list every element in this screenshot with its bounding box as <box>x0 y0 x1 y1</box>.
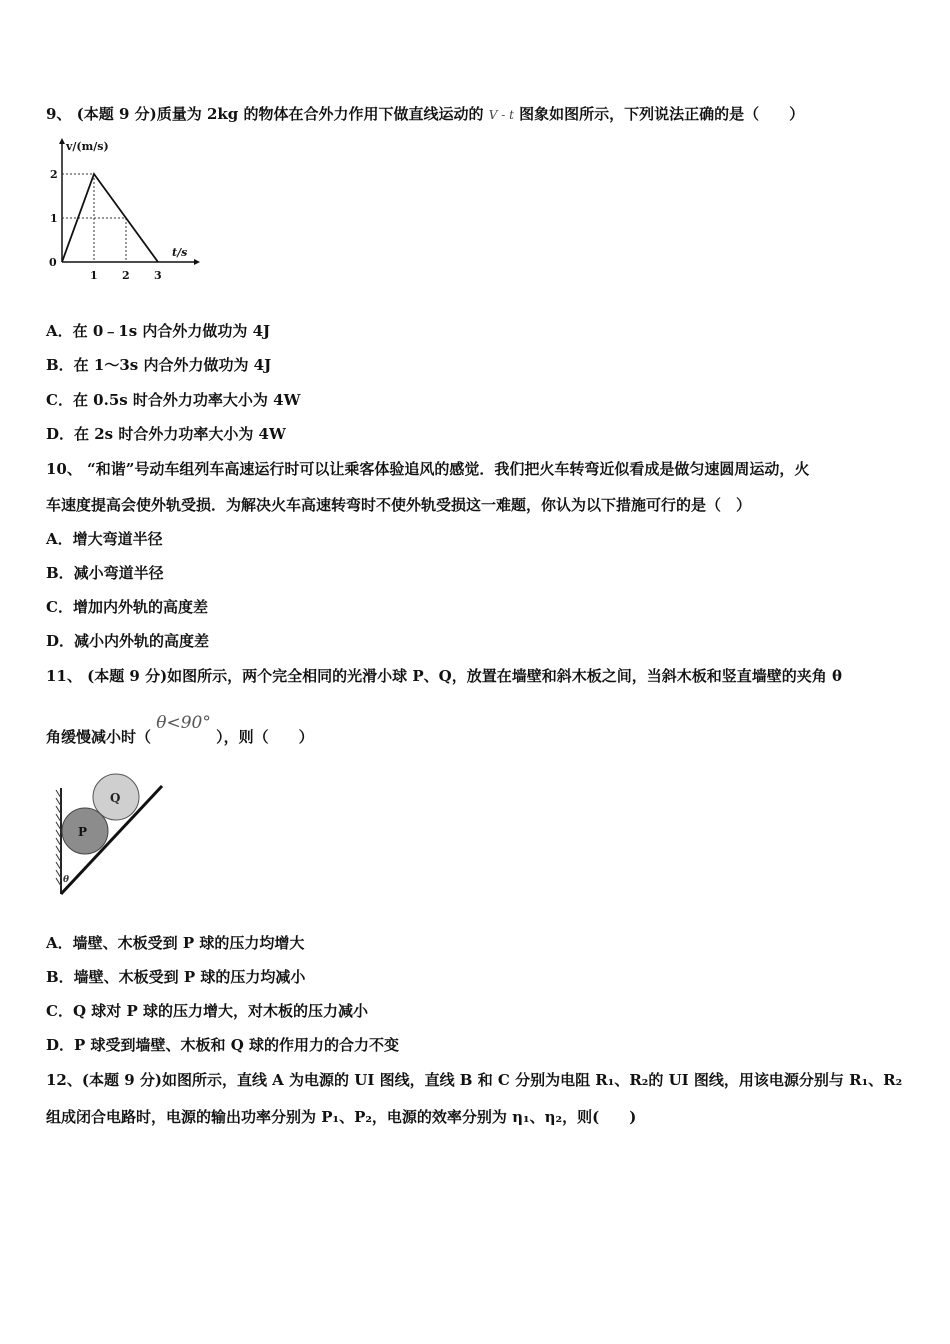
q9-option-c[interactable]: C．在 0.5s 时合外力功率大小为 4W <box>46 391 301 409</box>
x-tick-2: 3 <box>154 269 162 282</box>
q11-figure <box>52 768 168 900</box>
x-axis-arrow <box>194 259 200 265</box>
q9-stem <box>46 103 804 124</box>
ball-p-label: P <box>78 825 88 839</box>
y-tick-0: 1 <box>50 212 58 225</box>
vt-guides <box>62 174 126 262</box>
angle-label: θ <box>63 875 70 885</box>
q10-stem-line2: 车速度提高会使外轨受损．为解决火车高速转弯时不使外轨受损这一难题，你认为以下措施可行的是（ ） <box>46 496 752 514</box>
ball-q-label: Q <box>110 791 121 805</box>
x-tick-0: 1 <box>90 269 98 282</box>
q9-option-b[interactable]: B．在 1～3s 内合外力做功为 4J <box>46 356 272 374</box>
y-axis-label: v/(m/s) <box>66 140 109 153</box>
q10-stem-line1: 10、 “和谐”号动车组列车高速运行时可以让乘客体验追风的感觉．我们把火车转弯近似看成是做匀速圆周运动，火 <box>46 460 810 478</box>
x-tick-1: 2 <box>122 269 130 282</box>
x-axis-label: t/s <box>172 246 188 259</box>
q12-stem-line1: 12、(本题 9 分)如图所示，直线 A 为电源的 UI 图线，直线 B 和 C 分别为电阻 R₁、R₂的 UI 图线，用该电源分别与 R₁、R₂ <box>46 1071 903 1089</box>
q9-option-d[interactable]: D．在 2s 时合外力功率大小为 4W <box>46 425 286 443</box>
q11-stem-text-a: 角缓慢减小时（ <box>46 728 152 746</box>
y-tick-1: 2 <box>50 168 58 181</box>
q10-option-d[interactable]: D．减小内外轨的高度差 <box>46 632 210 650</box>
q9-stem-text-a: 9、 (本题 9 分)质量为 2kg 的物体在合外力作用下做直线运动的 <box>46 105 484 123</box>
q9-stem-text-b: 图象如图所示，下列说法正确的是（ ） <box>519 105 805 123</box>
q11-option-b[interactable]: B．墙壁、木板受到 P 球的压力均减小 <box>46 968 306 986</box>
y-axis-arrow <box>59 138 65 144</box>
origin-label: 0 <box>49 256 57 269</box>
q11-option-c[interactable]: C．Q 球对 P 球的压力增大，对木板的压力减小 <box>46 1002 368 1020</box>
q10-option-b[interactable]: B．减小弯道半径 <box>46 564 164 582</box>
vt-graph <box>44 136 204 282</box>
q12-stem-line2: 组成闭合电路时，电源的输出功率分别为 P₁、P₂，电源的效率分别为 η₁、η₂，则( ) <box>46 1108 637 1126</box>
q9-option-a[interactable]: A．在 0﹣1s 内合外力做功为 4J <box>46 322 271 340</box>
q11-option-a[interactable]: A．墙壁、木板受到 P 球的压力均增大 <box>46 934 305 952</box>
q10-option-c[interactable]: C．增加内外轨的高度差 <box>46 598 208 616</box>
q11-option-d[interactable]: D．P 球受到墙壁、木板和 Q 球的作用力的合力不变 <box>46 1036 400 1054</box>
q11-stem-text-b: ），则（ ） <box>216 728 314 746</box>
q10-option-a[interactable]: A．增大弯道半径 <box>46 530 163 548</box>
q11-stem-line1: 11、 (本题 9 分)如图所示，两个完全相同的光滑小球 P、Q，放置在墙壁和斜木板之间，当斜木板和竖直墙壁的夹角 θ <box>46 667 842 685</box>
q11-stem-formula: θ<90° <box>156 713 211 733</box>
q11-stem-line2 <box>46 713 314 747</box>
vt-labels <box>49 140 187 282</box>
q9-stem-formula: V - t <box>488 108 514 122</box>
